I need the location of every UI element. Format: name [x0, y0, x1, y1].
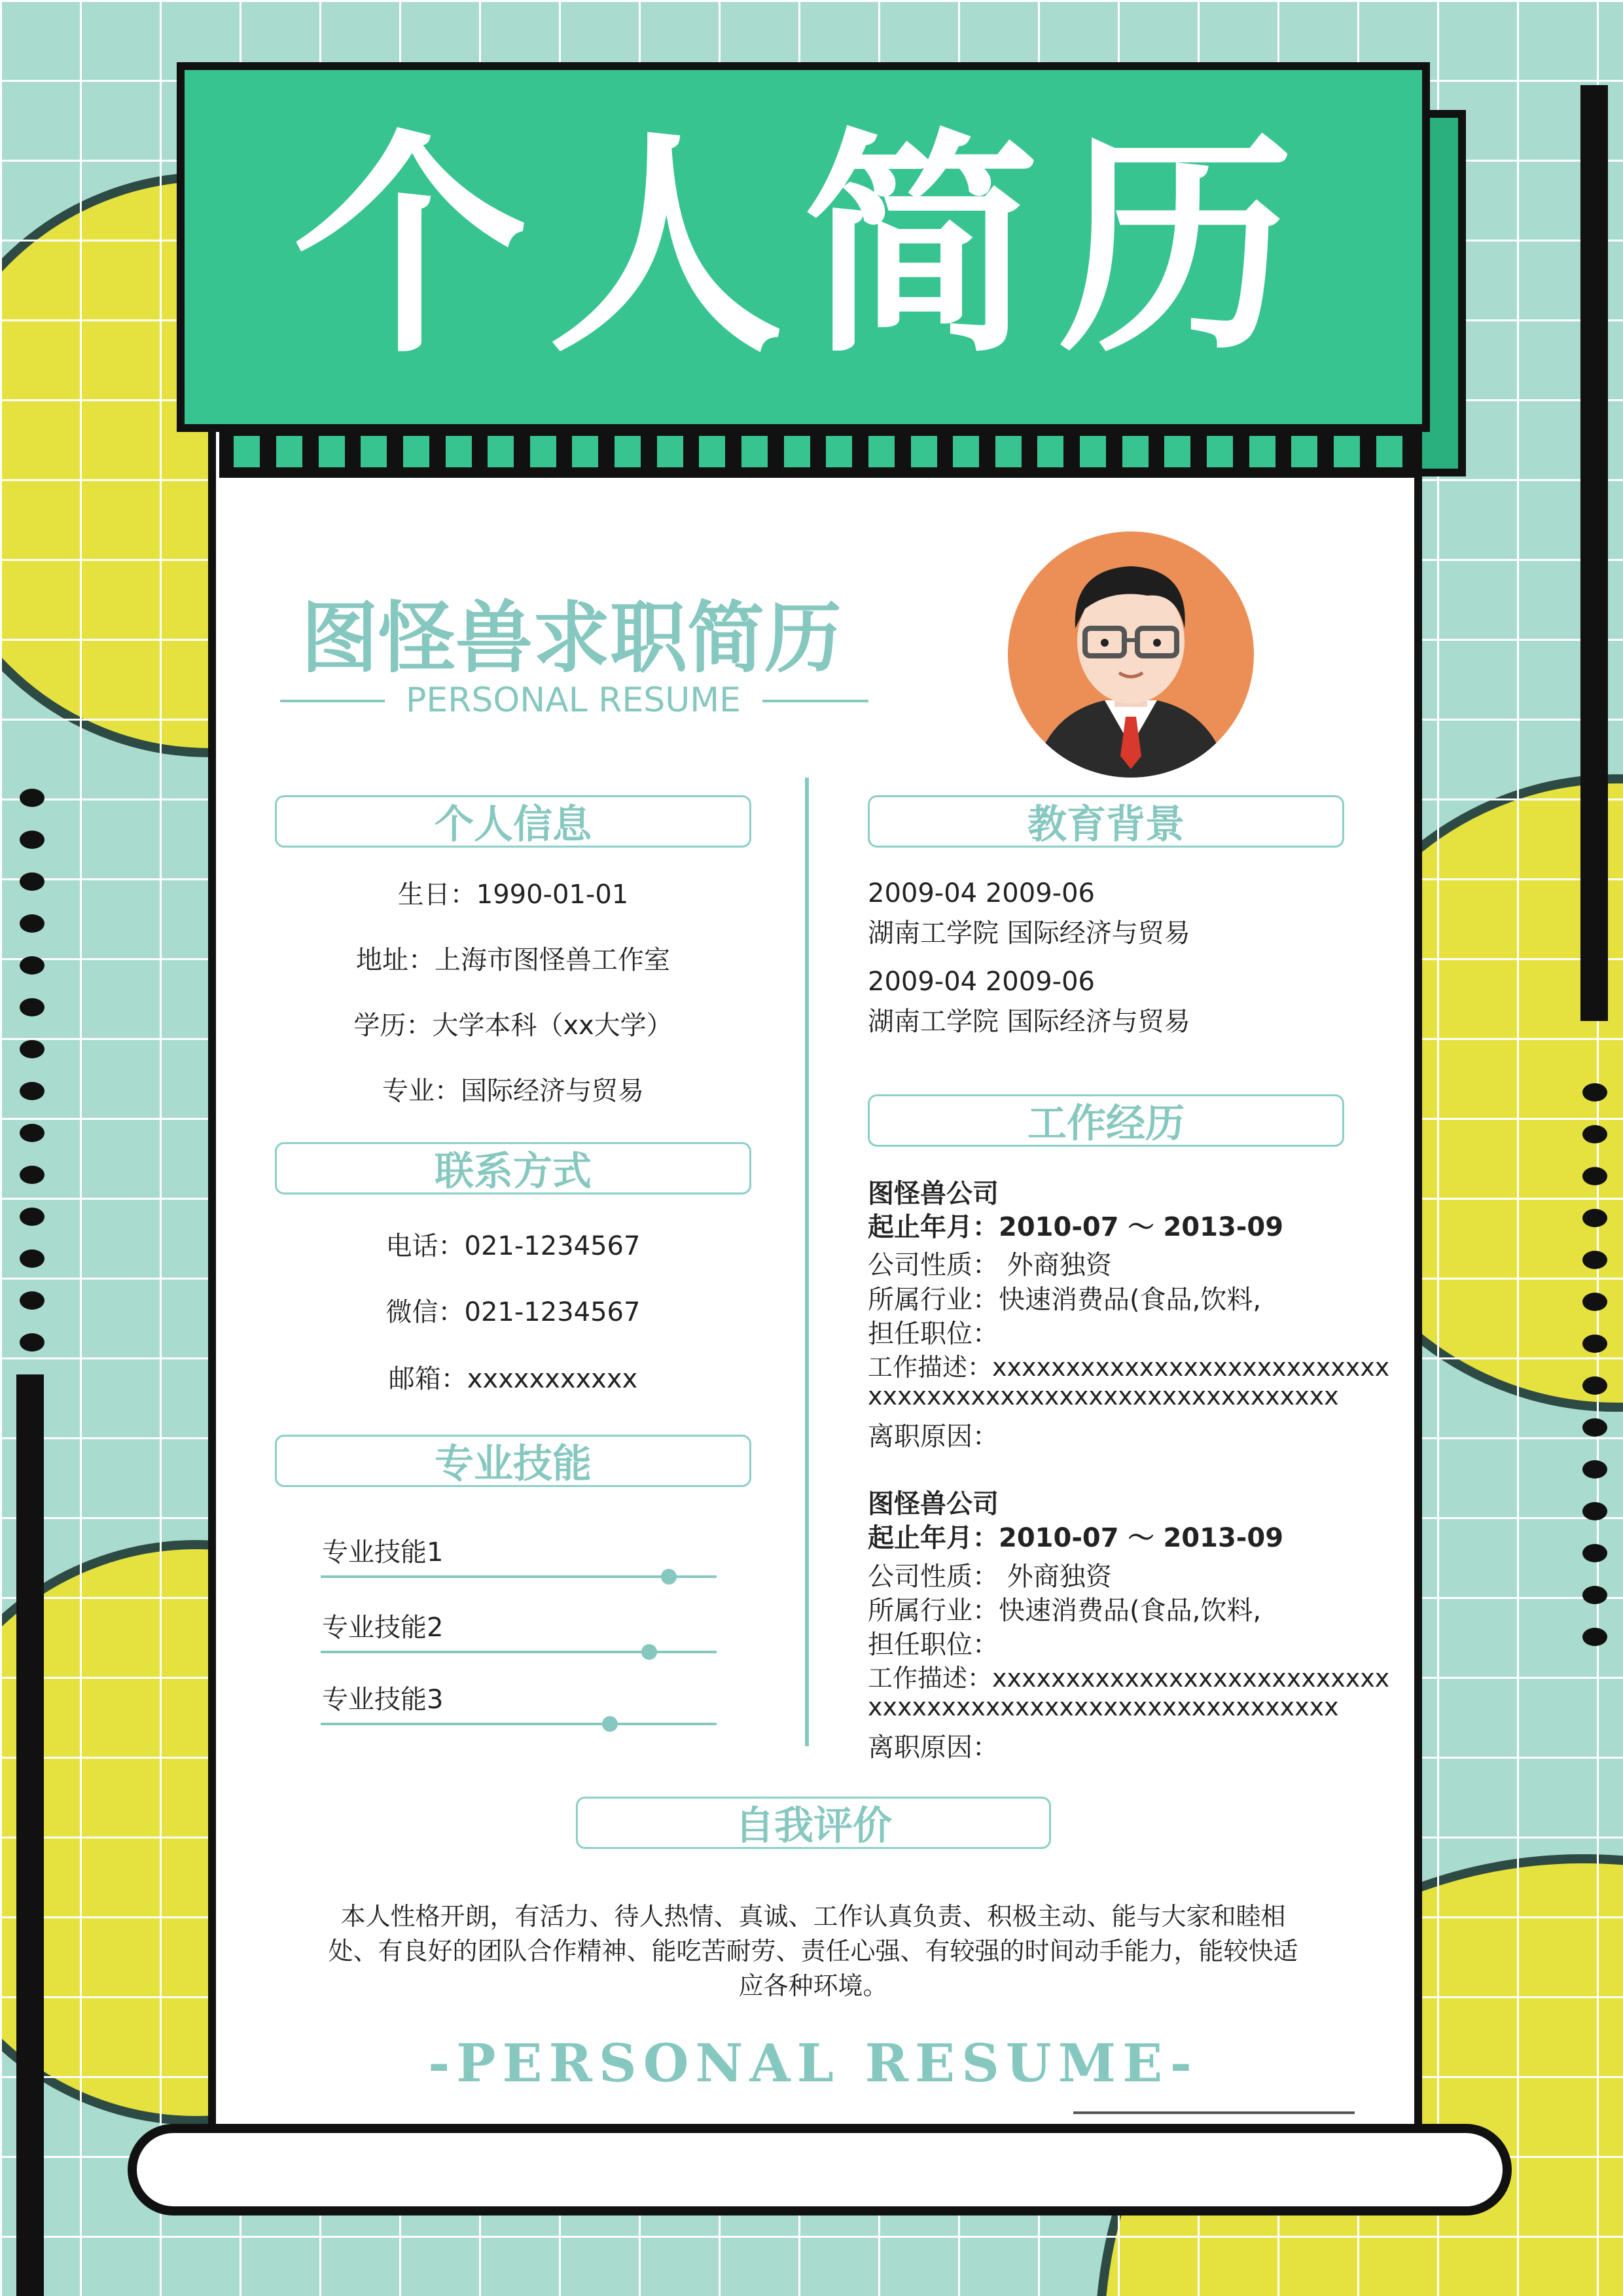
work-industry-1: 所属行业：快速消费品(食品,饮料,: [868, 1285, 1262, 1315]
work-desc-2-cont: xxxxxxxxxxxxxxxxxxxxxxxxxxxxxxxx: [868, 1693, 1339, 1721]
self-eval-line-3: 应各种环境。: [738, 1971, 888, 2000]
work-heading: 工作经历: [868, 1094, 1344, 1147]
education-heading: 教育背景: [868, 795, 1344, 848]
education-dates-1: 2009-04 2009-06: [868, 878, 1095, 908]
skill-label-1: 专业技能1: [322, 1537, 444, 1568]
skill-track-3: [321, 1723, 717, 1725]
subtitle-left-rule: [280, 700, 385, 702]
work-company-2: 图怪兽公司: [868, 1489, 999, 1519]
self-eval-line-2: 处、有良好的团队合作精神、能吃苦耐劳、责任心强、有较强的时间动手能力，能较快适: [328, 1937, 1298, 1965]
contact-wechat: 微信：021-1234567: [385, 1297, 641, 1327]
left-vertical-bar: [16, 1374, 44, 2296]
education-school-1: 湖南工学院 国际经济与贸易: [868, 918, 1190, 948]
work-desc-1: 工作描述：xxxxxxxxxxxxxxxxxxxxxxxxxxx: [868, 1353, 1390, 1382]
work-desc-1-cont: xxxxxxxxxxxxxxxxxxxxxxxxxxxxxxxx: [868, 1382, 1339, 1410]
work-industry-2: 所属行业：快速消费品(食品,饮料,: [868, 1596, 1262, 1626]
contact-email: 邮箱：xxxxxxxxxxx: [388, 1364, 638, 1394]
education-dates-2: 2009-04 2009-06: [868, 967, 1095, 997]
skill-label-3: 专业技能3: [322, 1685, 444, 1715]
personal-info-major: 专业：国际经济与贸易: [382, 1076, 644, 1106]
skill-level-handle-2: [641, 1644, 657, 1660]
left-dots-column: [20, 789, 45, 1375]
right-dots-column: [1582, 1083, 1607, 1670]
avatar: [1007, 530, 1255, 779]
work-leave-2: 离职原因：: [868, 1732, 999, 1763]
personal-info-degree: 学历：大学本科（xx大学）: [353, 1011, 673, 1041]
skill-track-2: [321, 1651, 717, 1653]
subtitle-right-rule: [762, 700, 868, 702]
film-strip-decoration: [219, 425, 1417, 478]
self-eval-heading: 自我评价: [576, 1797, 1051, 1849]
personal-info-birthday: 生日：1990-01-01: [397, 880, 629, 910]
education-school-2: 湖南工学院 国际经济与贸易: [868, 1007, 1190, 1037]
self-eval-line-1: 本人性格开朗，有活力、待人热情、真诚、工作认真负责、积极主动、能与大家和睦相: [340, 1902, 1286, 1931]
contact-phone: 电话：021-1234567: [385, 1231, 641, 1261]
work-leave-1: 离职原因：: [868, 1422, 999, 1452]
skill-track-1: [321, 1575, 717, 1578]
contact-heading: 联系方式: [275, 1142, 751, 1194]
work-nature-2: 公司性质： 外商独资: [868, 1562, 1112, 1592]
footer-rule: [1073, 2111, 1355, 2114]
page-title: 个人简历: [293, 109, 1314, 384]
work-position-2: 担任职位：: [868, 1630, 999, 1660]
work-period-1: 起止年月：2010-07 ～ 2013-09: [868, 1212, 1284, 1242]
skill-level-handle-3: [602, 1716, 618, 1732]
resume-title: 图怪兽求职简历: [301, 593, 842, 683]
personal-info-heading: 个人信息: [275, 795, 751, 848]
header-banner: [177, 62, 1430, 432]
work-desc-2: 工作描述：xxxxxxxxxxxxxxxxxxxxxxxxxxx: [868, 1664, 1390, 1693]
skills-heading: 专业技能: [275, 1435, 751, 1487]
right-vertical-bar: [1580, 85, 1608, 1021]
work-position-1: 担任职位：: [868, 1319, 999, 1349]
footer-text: -PERSONAL RESUME-: [428, 2032, 1198, 2094]
work-nature-1: 公司性质： 外商独资: [868, 1250, 1112, 1280]
personal-info-address: 地址：上海市图怪兽工作室: [356, 945, 670, 975]
work-period-2: 起止年月：2010-07 ～ 2013-09: [868, 1523, 1284, 1553]
scroll-bottom-roll: [128, 2124, 1512, 2215]
resume-subtitle: PERSONAL RESUME: [406, 681, 741, 720]
skill-label-2: 专业技能2: [322, 1613, 444, 1643]
column-divider: [805, 778, 809, 1746]
work-company-1: 图怪兽公司: [868, 1179, 999, 1209]
